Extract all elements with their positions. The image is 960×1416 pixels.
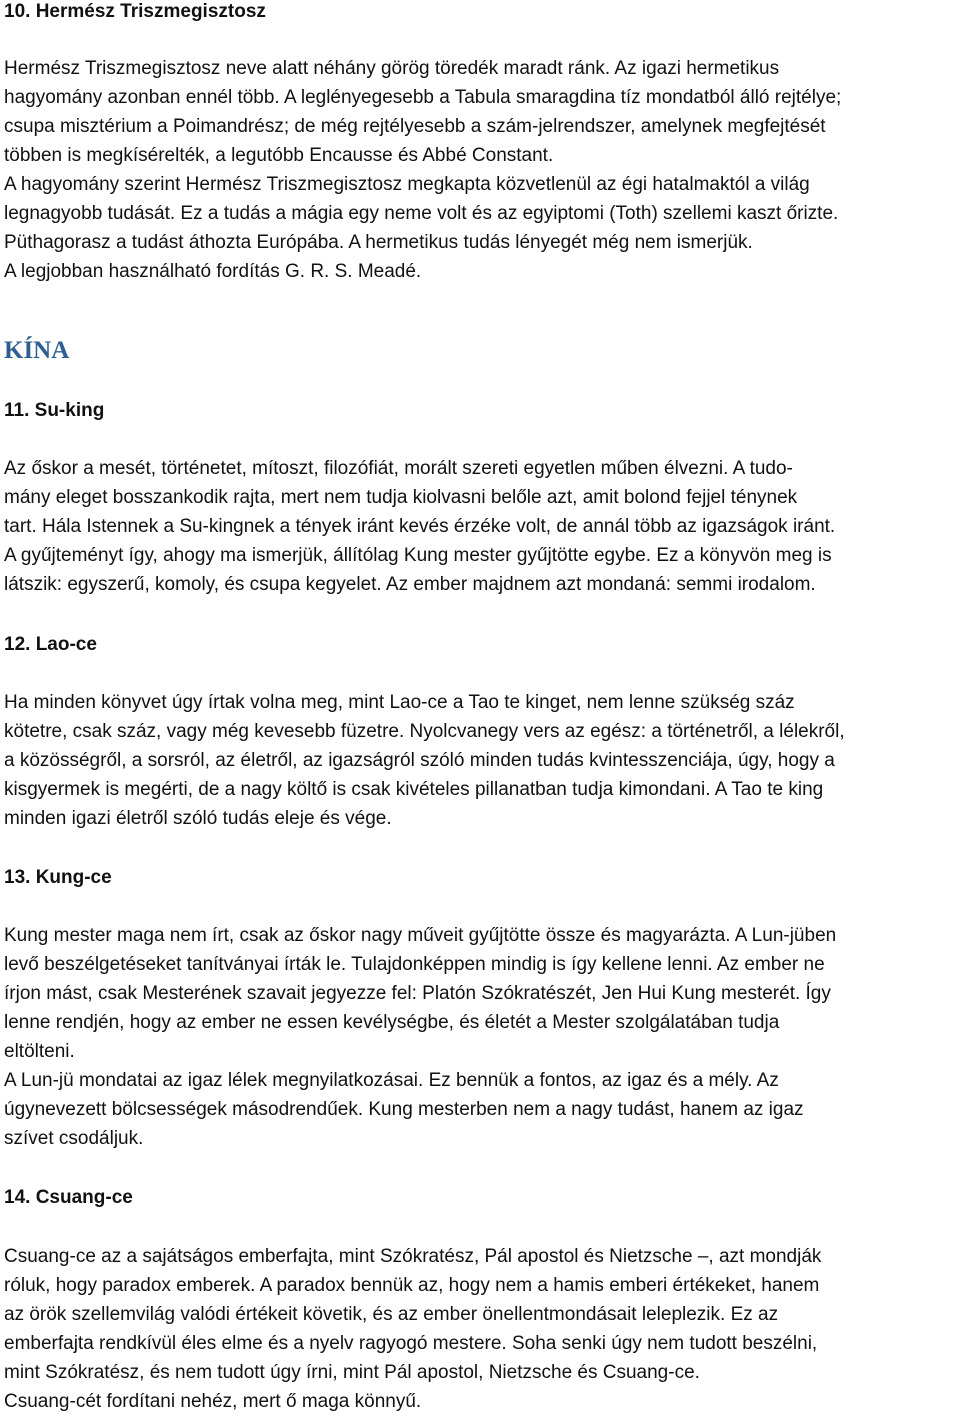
- paragraph-line: hagyomány azonban ennél több. A leglényegesebb a Tabula smaragdina tíz mondatból álló rejtélye;: [4, 87, 842, 108]
- paragraph-line: látszik: egyszerű, komoly, és csupa kegyelet. Az ember majdnem azt mondaná: semmi irodalom.: [4, 574, 816, 595]
- paragraph-line: Hermész Triszmegisztosz neve alatt néhány görög töredék maradt ránk. Az igazi hermetikus: [4, 58, 780, 79]
- paragraph-line: Csuang-ce az a sajátságos emberfajta, mint Szókratész, Pál apostol és Nietzsche –, azt mondják: [4, 1246, 822, 1267]
- heading-hermes: 10. Hermész Triszmegisztosz: [4, 1, 266, 22]
- paragraph-su-king: [4, 454, 835, 599]
- paragraph-line: Az őskor a mesét, történetet, mítoszt, filozófiát, morált szereti egyetlen műben élvezni. A tudo-: [4, 458, 793, 479]
- heading-kung-ce: 13. Kung-ce: [4, 867, 112, 888]
- paragraph-line: mint Szókratész, és nem tudott úgy írni, mint Pál apostol, Nietzsche és Csuang-ce.: [4, 1362, 700, 1383]
- paragraph-line: kisgyermek is megérti, de a nagy költő is csak kivételes pillanatban tudja kimondani. A Tao te king: [4, 779, 824, 800]
- paragraph-line: Püthagorasz a tudást áthozta Európába. A hermetikus tudás lényegét még nem ismerjük.: [4, 232, 753, 253]
- paragraph-lao-ce: [4, 688, 845, 833]
- paragraph-line: A hagyomány szerint Hermész Triszmegisztosz megkapta közvetlenül az égi hatalmaktól a világ: [4, 174, 810, 195]
- paragraph-line: Kung mester maga nem írt, csak az őskor nagy műveit gyűjtötte össze és magyarázta. A Lun-jüben: [4, 925, 837, 946]
- paragraph-line: A legjobban használható fordítás G. R. S. Meadé.: [4, 261, 422, 282]
- paragraph-line: lenne rendjén, hogy az ember ne essen kevélységbe, és életét a Mester szolgálatában tudja: [4, 1012, 780, 1033]
- paragraph-line: minden igazi életről szóló tudás eleje és vége.: [4, 808, 392, 829]
- paragraph-line: eltölteni.: [4, 1041, 75, 1062]
- paragraph-line: kötetre, csak száz, vagy még kevesebb füzetre. Nyolcvanegy vers az egész: a történetről, a lélekről,: [4, 721, 845, 742]
- paragraph-line: levő beszélgetéseket tanítványai írták le. Tulajdonképpen mindig is így kellene lenni. Az ember ne: [4, 954, 825, 975]
- section-title-kina: KÍNA: [4, 337, 70, 364]
- heading-lao-ce: 12. Lao-ce: [4, 634, 97, 655]
- paragraph-line: szívet csodáljuk.: [4, 1128, 144, 1149]
- paragraph-line: Csuang-cét fordítani nehéz, mert ő maga könnyű.: [4, 1391, 422, 1412]
- paragraph-line: A Lun-jü mondatai az igaz lélek megnyilatkozásai. Ez bennük a fontos, az igaz és a mély. Az: [4, 1070, 779, 1091]
- paragraph-line: csupa misztérium a Poimandrész; de még rejtélyesebb a szám-jelrendszer, amelynek megfejtését: [4, 116, 826, 137]
- paragraph-line: a közösségről, a sorsról, az életről, az igazságról szóló minden tudás kvintesszenciája, úgy, hogy a: [4, 750, 835, 771]
- paragraph-line: írjon mást, csak Mesterének szavait jegyezze fel: Platón Szókratészét, Jen Hui Kung mesterét. Így: [4, 983, 831, 1004]
- paragraph-csuang-ce: [4, 1242, 821, 1416]
- paragraph-kung-ce: [4, 921, 836, 1153]
- paragraph-line: mány eleget bosszankodik rajta, mert nem tudja kiolvasni belőle azt, amit bolond fejjel ténynek: [4, 487, 798, 508]
- paragraph-line: úgynevezett bölcsességek másodrendűek. Kung mesterben nem a nagy tudást, hanem az igaz: [4, 1099, 804, 1120]
- paragraph-line: A gyűjteményt így, ahogy ma ismerjük, állítólag Kung mester gyűjtötte egybe. Ez a könyvön meg is: [4, 545, 832, 566]
- heading-csuang-ce: 14. Csuang-ce: [4, 1187, 133, 1208]
- paragraph-line: legnagyobb tudását. Ez a tudás a mágia egy neme volt és az egyiptomi (Toth) szellemi kaszt őrizte.: [4, 203, 839, 224]
- paragraph-line: Ha minden könyvet úgy írtak volna meg, mint Lao-ce a Tao te kinget, nem lenne szükség száz: [4, 692, 795, 713]
- paragraph-line: róluk, hogy paradox emberek. A paradox bennük az, hogy nem a hamis emberi értékeket, hanem: [4, 1275, 820, 1296]
- paragraph-line: tart. Hála Istennek a Su-kingnek a tények iránt kevés érzéke volt, de annál több az igazságok iránt.: [4, 516, 836, 537]
- paragraph-hermes: [4, 54, 841, 286]
- paragraph-line: az örök szellemvilág valódi értékeit követik, és az ember önellentmondásait leleplezik. Ez az: [4, 1304, 779, 1325]
- paragraph-line: többen is megkísérelték, a legutóbb Encausse és Abbé Constant.: [4, 145, 554, 166]
- paragraph-line: emberfajta rendkívül éles elme és a nyelv ragyogó mestere. Soha senki úgy nem tudott beszélni,: [4, 1333, 818, 1354]
- heading-su-king: 11. Su-king: [4, 400, 105, 421]
